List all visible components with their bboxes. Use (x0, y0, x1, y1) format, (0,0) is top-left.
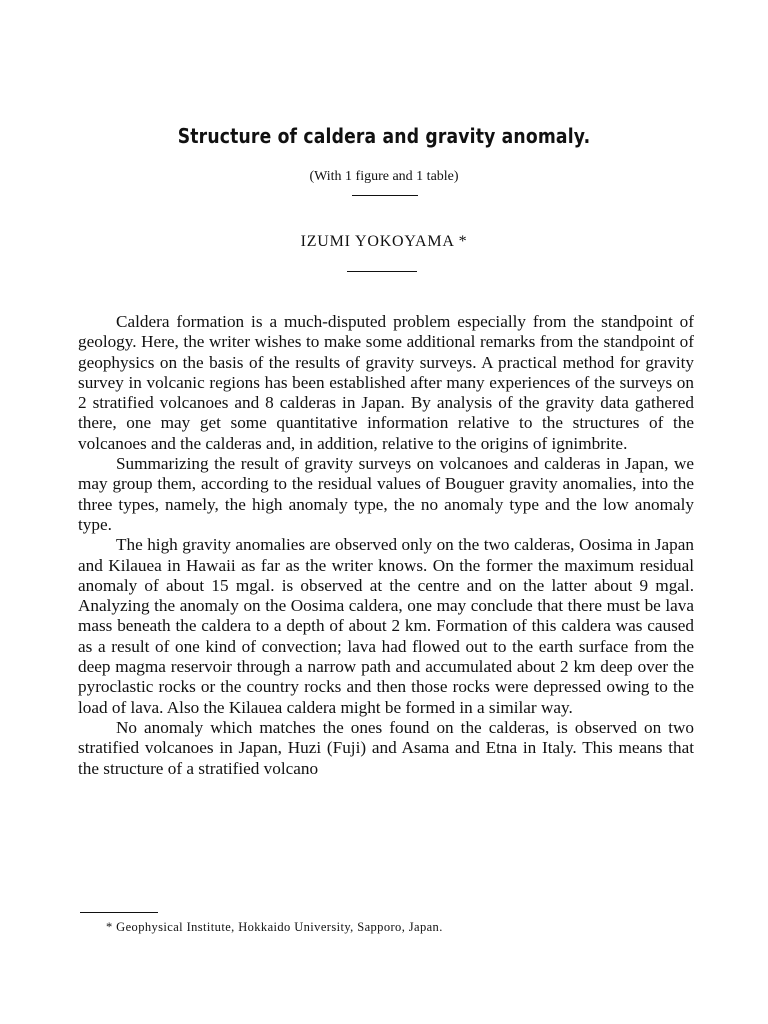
paragraph-4: No anomaly which matches the ones found on the calderas, is observed on two stratified volcanoes in Japan, Huzi (Fuji) and Asama and Etna in Italy. This means that the structure of a stratified volcano (78, 717, 694, 778)
paragraph-2: Summarizing the result of gravity surveys on volcanoes and calderas in Japan, we may group them, according to the residual values of Bouguer gravity anomalies, into the three types, namely, the high anomaly type, the no anomaly type and the low anomaly type. (78, 454, 694, 534)
body-text (78, 312, 694, 779)
footnote: * Geophysical Institute, Hokkaido University, Sapporo, Japan. (106, 920, 443, 934)
footnote-divider (80, 912, 158, 913)
author-name: IZUMI YOKOYAMA * (300, 233, 468, 250)
paragraph-3: The high gravity anomalies are observed only on the two calderas, Oosima in Japan and Kilauea in Hawaii as far as the writer knows. On the former the maximum residual anomaly of about 15 mgal. is observed at the centre and on the latter about 9 mgal. Analyzing the anomaly on the Oosima caldera, one may conclude that there must be lava mass beneath the caldera to a depth of about 2 km. Formation of this caldera was caused as a result of one kind of convection; lava had flowed out to the earth surface from the deep magma reservoir through a narrow path and accumulated about 2 km deep over the pyroclastic rocks or the country rocks and then those rocks were depressed owing to the load of lava. Also the Kilauea caldera might be formed in a similar way. (78, 535, 694, 717)
paper-title: Structure of caldera and gravity anomaly. (177, 124, 591, 148)
paper-subtitle: (With 1 figure and 1 table) (309, 169, 459, 184)
author-divider (347, 271, 417, 272)
paragraph-1: Caldera formation is a much-disputed problem especially from the standpoint of geology. Here, the writer wishes to make some additional remarks from the standpoint of geophysics on the basis of the results of gravity surveys. A practical method for gravity survey in volcanic regions has been established after many experiences of the surveys on 2 stratified volcanoes and 8 calderas in Japan. By analysis of the gravity data gathered there, one may get some quantitative information relative to the structures of the volcanoes and the calderas and, in addition, relative to the origins of ignimbrite. (78, 312, 694, 453)
title-divider (352, 195, 418, 196)
